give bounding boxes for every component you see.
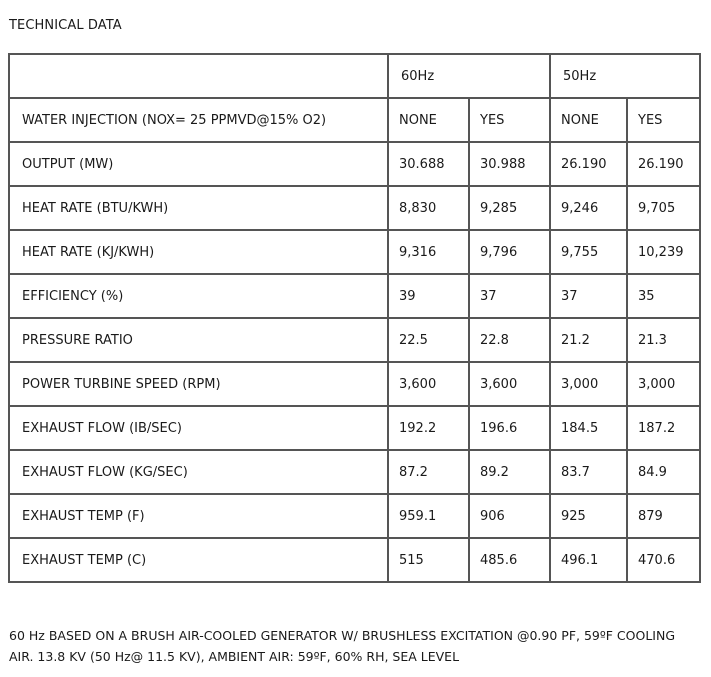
value-cell: NONE <box>550 98 627 142</box>
table-row <box>9 406 700 450</box>
value-cell: 470.6 <box>627 538 700 582</box>
value-cell: 879 <box>627 494 700 538</box>
value-cell: 9,755 <box>550 230 627 274</box>
row-label: HEAT RATE (KJ/KWH) <box>9 230 388 274</box>
value-cell: 89.2 <box>469 450 550 494</box>
value-cell: 30.988 <box>469 142 550 186</box>
value-cell: 9,285 <box>469 186 550 230</box>
value-cell: 9,796 <box>469 230 550 274</box>
value-cell: YES <box>627 98 700 142</box>
value-cell: 30.688 <box>388 142 469 186</box>
value-cell: 3,000 <box>550 362 627 406</box>
row-label: HEAT RATE (BTU/KWH) <box>9 186 388 230</box>
row-label: EXHAUST FLOW (KG/SEC) <box>9 450 388 494</box>
value-cell: 87.2 <box>388 450 469 494</box>
row-label: EXHAUST TEMP (F) <box>9 494 388 538</box>
value-cell: 485.6 <box>469 538 550 582</box>
value-cell: 26.190 <box>550 142 627 186</box>
value-cell: 10,239 <box>627 230 700 274</box>
value-cell: 3,600 <box>388 362 469 406</box>
value-cell: 9,705 <box>627 186 700 230</box>
table-row <box>9 230 700 274</box>
table-row <box>9 274 700 318</box>
value-cell: 21.2 <box>550 318 627 362</box>
value-cell: 26.190 <box>627 142 700 186</box>
table-row <box>9 362 700 406</box>
row-label: EXHAUST FLOW (IB/SEC) <box>9 406 388 450</box>
value-cell: 515 <box>388 538 469 582</box>
row-label: OUTPUT (MW) <box>9 142 388 186</box>
row-label: POWER TURBINE SPEED (RPM) <box>9 362 388 406</box>
table-row <box>9 142 700 186</box>
value-cell: 21.3 <box>627 318 700 362</box>
value-cell: 8,830 <box>388 186 469 230</box>
value-cell: 196.6 <box>469 406 550 450</box>
value-cell: 84.9 <box>627 450 700 494</box>
value-cell: 187.2 <box>627 406 700 450</box>
technical-data-table <box>8 53 701 583</box>
value-cell: 496.1 <box>550 538 627 582</box>
value-cell: 9,316 <box>388 230 469 274</box>
value-cell: 959.1 <box>388 494 469 538</box>
header-60hz: 60Hz <box>388 54 550 98</box>
page-title: TECHNICAL DATA <box>9 18 122 33</box>
footnote: 60 Hz BASED ON A BRUSH AIR-COOLED GENERATOR W/ BRUSHLESS EXCITATION @0.90 PF, 59ºF COOLING AIR. 13.8 KV (50 Hz@ 11.5 KV), AMBIENT AIR: 59ºF, 60% RH, SEA LEVEL <box>9 628 676 664</box>
value-cell: 22.8 <box>469 318 550 362</box>
value-cell: YES <box>469 98 550 142</box>
value-cell: 37 <box>550 274 627 318</box>
row-label: EXHAUST TEMP (C) <box>9 538 388 582</box>
value-cell: 925 <box>550 494 627 538</box>
value-cell: NONE <box>388 98 469 142</box>
table-row <box>9 538 700 582</box>
value-cell: 35 <box>627 274 700 318</box>
table-row <box>9 318 700 362</box>
row-label: PRESSURE RATIO <box>9 318 388 362</box>
header-empty-cell <box>9 54 388 98</box>
value-cell: 83.7 <box>550 450 627 494</box>
value-cell: 3,600 <box>469 362 550 406</box>
table-row <box>9 186 700 230</box>
value-cell: 22.5 <box>388 318 469 362</box>
value-cell: 37 <box>469 274 550 318</box>
row-label: EFFICIENCY (%) <box>9 274 388 318</box>
value-cell: 9,246 <box>550 186 627 230</box>
value-cell: 39 <box>388 274 469 318</box>
row-label: WATER INJECTION (NOX= 25 PPMVD@15% O2) <box>9 98 388 142</box>
value-cell: 184.5 <box>550 406 627 450</box>
value-cell: 3,000 <box>627 362 700 406</box>
table-row <box>9 98 700 142</box>
header-row <box>9 54 700 98</box>
header-50hz: 50Hz <box>550 54 700 98</box>
table-row <box>9 494 700 538</box>
value-cell: 906 <box>469 494 550 538</box>
value-cell: 192.2 <box>388 406 469 450</box>
table-row <box>9 450 700 494</box>
